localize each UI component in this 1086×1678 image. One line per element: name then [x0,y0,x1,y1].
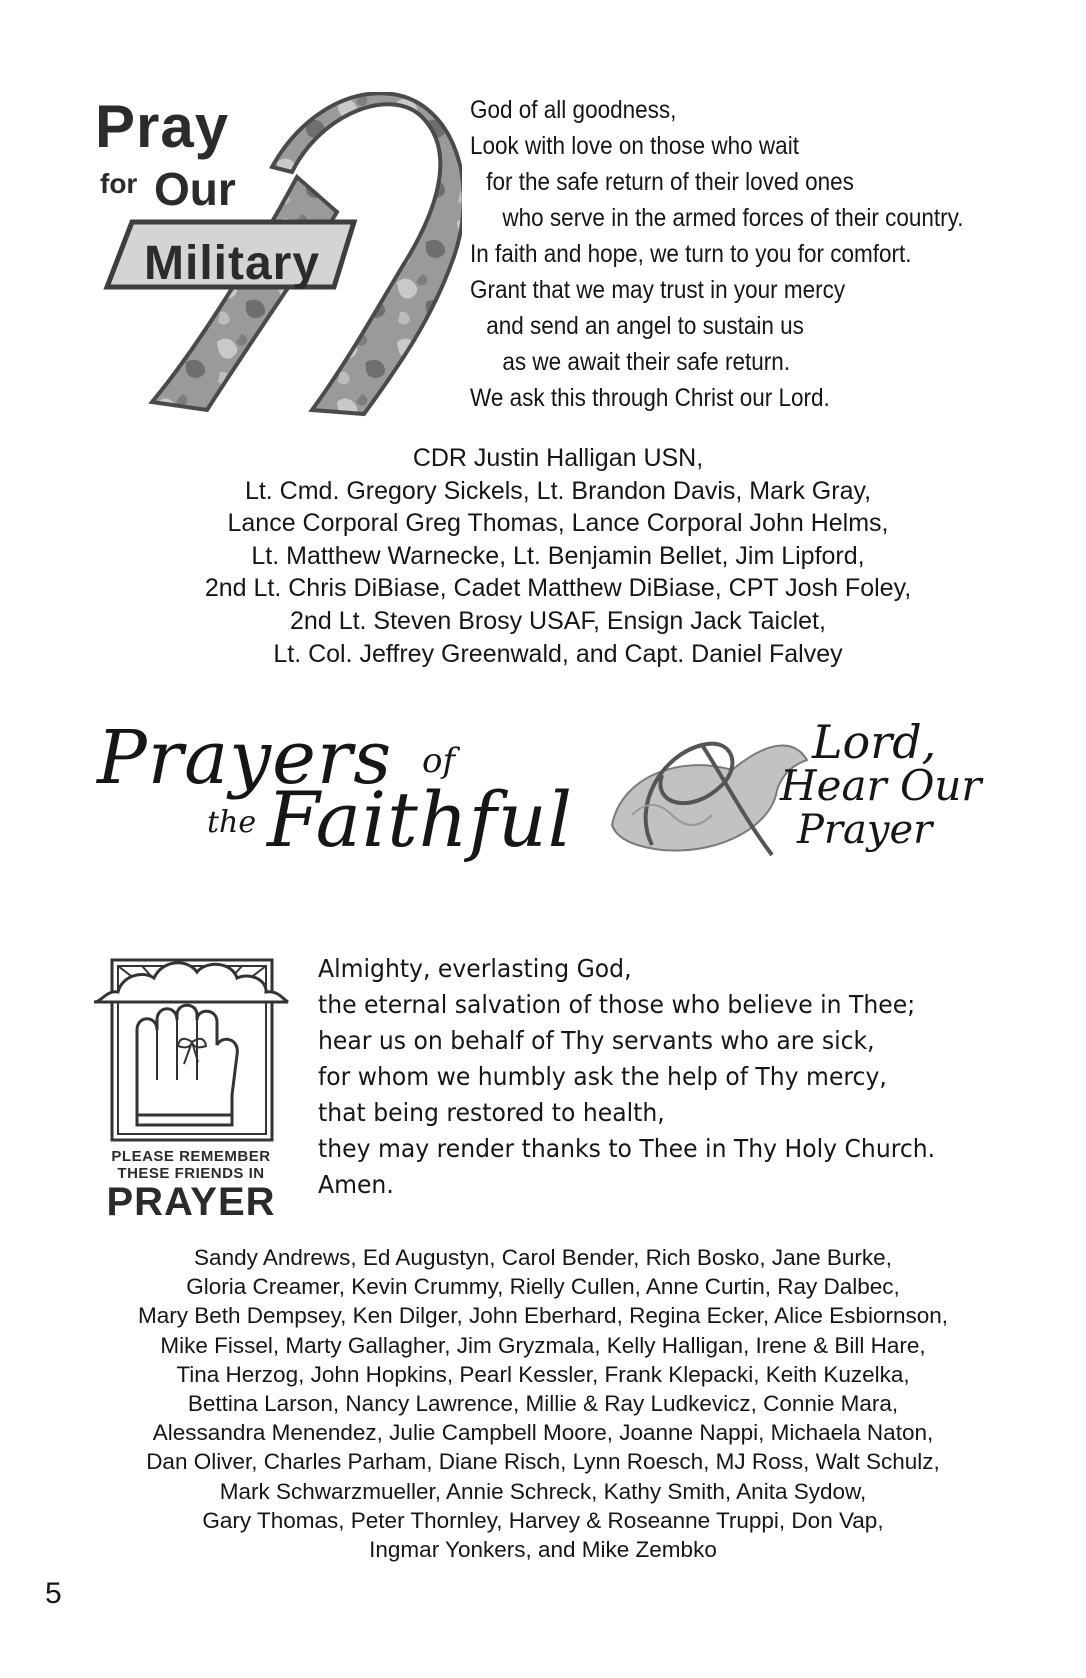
names-line: Lt. Col. Jeffrey Greenwald, and Capt. Daniel Falvey [273,639,843,668]
names-line: Dan Oliver, Charles Parham, Diane Risch, Lynn Roesch, MJ Ross, Walt Schulz, [146,1449,940,1475]
logo-word-our: Our [154,163,236,215]
caption-prayer-word: PRAYER [106,1180,276,1224]
banner-word-the: the [207,805,257,840]
military-names-list [0,442,1086,670]
names-line: Lance Corporal Greg Thomas, Lance Corporal John Helms, [227,509,889,538]
names-line: Alessandra Menendez, Julie Campbell Moore, Joanne Nappi, Michaela Naton, [152,1420,934,1446]
banner-word-prayers: Prayers [97,715,393,801]
prayer-line: that being restored to health, [318,1098,665,1127]
prayer-line: who serve in the armed forces of their country. [502,204,964,232]
healing-prayer [318,951,976,1203]
prayer-line: God of all goodness, [470,96,677,124]
prayer-names-list [0,1243,1086,1564]
prayer-line: as we await their safe return. [502,348,791,376]
caption-line: THESE FRIENDS IN [117,1165,265,1182]
names-line: Bettina Larson, Nancy Lawrence, Millie & Ray Ludkevicz, Connie Mara, [187,1391,899,1417]
prayer-line: Amen. [318,1170,394,1199]
please-remember-prayer-logo [92,930,290,1224]
prayer-line: the eternal salvation of those who believe in Thee; [318,990,916,1019]
prayer-line: Grant that we may trust in your mercy [470,276,846,304]
pray-for-military-logo [92,92,462,417]
prayer-logo-caption [92,1148,290,1222]
prayer-line: Almighty, everlasting God, [318,954,632,983]
prayer-line: and send an angel to sustain us [486,312,804,340]
prayers-of-the-faithful-banner [92,715,992,885]
caption-line: PLEASE REMEMBER [111,1148,271,1165]
prayer-line: Look with love on those who wait [470,132,799,160]
names-line: Sandy Andrews, Ed Augustyn, Carol Bender, Rich Bosko, Jane Burke, [194,1245,892,1270]
prayer-line: We ask this through Christ our Lord. [470,384,830,412]
logo-word-military: Military [144,237,321,290]
names-line: Tina Herzog, John Hopkins, Pearl Kessler, Frank Klepacki, Keith Kuzelka, [176,1361,910,1387]
names-line: CDR Justin Halligan USN, [412,444,704,472]
prayer-line: hear us on behalf of Thy servants who are sick, [318,1026,875,1055]
names-line: Mike Fissel, Marty Gallagher, Jim Gryzmala, Kelly Halligan, Irene & Bill Hare, [160,1332,926,1358]
praying-hands-icon [92,930,290,1145]
logo-word-pray: Pray [95,93,230,160]
prayer-line: In faith and hope, we turn to you for comfort. [470,240,912,268]
names-line: 2nd Lt. Chris DiBiase, Cadet Matthew DiBiase, CPT Josh Foley, [204,574,912,603]
prayer-line: for whom we humbly ask the help of Thy mercy, [318,1062,887,1091]
names-line: Lt. Cmd. Gregory Sickels, Lt. Brandon Davis, Mark Gray, [244,476,872,505]
names-line: Mary Beth Dempsey, Ken Dilger, John Eberhard, Regina Ecker, Alice Esbiornson, [138,1303,948,1329]
names-line: 2nd Lt. Steven Brosy USAF, Ensign Jack Taiclet, [290,606,826,635]
prayer-line: for the safe return of their loved ones [486,168,854,196]
logo-word-for: for [100,168,138,199]
names-line: Mark Schwarzmueller, Annie Schreck, Kathy Smith, Anita Sydow, [219,1478,867,1504]
military-prayer [470,92,974,416]
names-line: Gloria Creamer, Kevin Crummy, Rielly Cullen, Anne Curtin, Ray Dalbec, [186,1274,900,1300]
page-number: 5 [45,1577,62,1610]
banner-word-faithful: Faithful [267,775,574,864]
banner-word-prayer: Prayer [797,807,933,853]
names-line: Lt. Matthew Warnecke, Lt. Benjamin Bellet, Jim Lipford, [251,541,865,570]
prayer-line: they may render thanks to Thee in Thy Holy Church. [318,1134,936,1163]
banner-word-lord: Lord, [812,715,937,769]
names-line: Gary Thomas, Peter Thornley, Harvey & Roseanne Truppi, Don Vap, [202,1507,884,1533]
banner-word-of: of [422,741,456,781]
names-line: Ingmar Yonkers, and Mike Zembko [369,1537,717,1563]
banner-word-hear-our: Hear Our [780,761,982,810]
